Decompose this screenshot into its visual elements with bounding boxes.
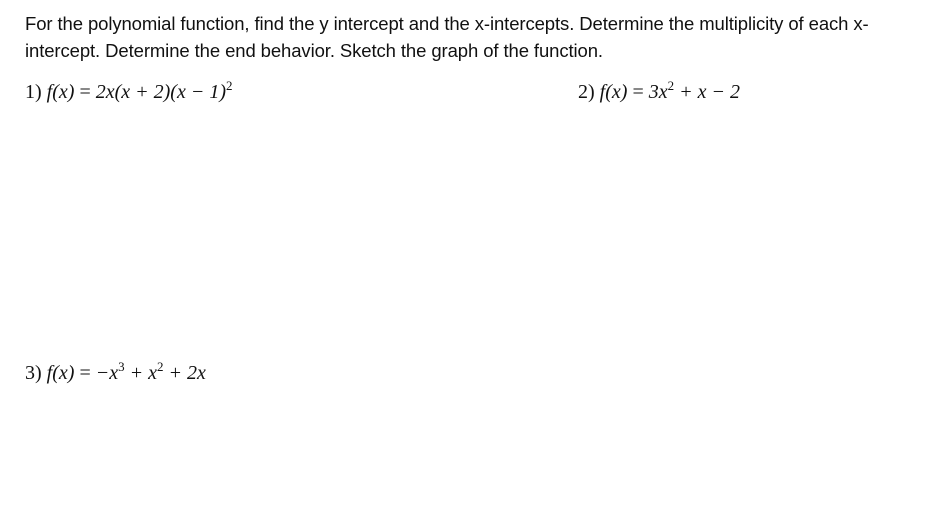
problem-3-exponent-1: 3 <box>118 359 125 374</box>
problem-1-number: 1) <box>25 81 42 103</box>
problem-1-lhs: f(x) <box>46 81 75 103</box>
problem-3-exponent-2: 2 <box>156 359 164 374</box>
problem-2 <box>578 80 740 106</box>
problem-1-rhs: 2x(x + 2)(x − 1) <box>95 81 226 103</box>
problem-2-term-1: 3x <box>648 81 668 103</box>
problem-1-exponent: 2 <box>225 78 233 93</box>
problem-3-number: 3) <box>25 362 42 384</box>
problem-3-term-2: + x <box>124 362 157 384</box>
problem-2-lhs: f(x) <box>599 81 628 103</box>
problem-3-lhs: f(x) <box>46 362 75 384</box>
problem-3 <box>25 361 206 387</box>
instructions-text: For the polynomial function, find the y intercept and the x-intercepts. Determine the multiplicity of each x-intercept. Determine the end behavior. Sketch the graph of the function. <box>25 13 869 61</box>
problem-1 <box>25 80 232 106</box>
problem-2-exponent: 2 <box>667 78 675 93</box>
problem-3-term-3: + 2x <box>163 362 206 384</box>
problem-1-equals: = <box>79 81 91 103</box>
problem-3-term-1: −x <box>95 362 119 384</box>
problem-2-number: 2) <box>578 81 595 103</box>
problem-2-term-2: + x − 2 <box>674 81 740 103</box>
problem-3-equals: = <box>79 362 91 384</box>
problem-2-equals: = <box>632 81 644 103</box>
